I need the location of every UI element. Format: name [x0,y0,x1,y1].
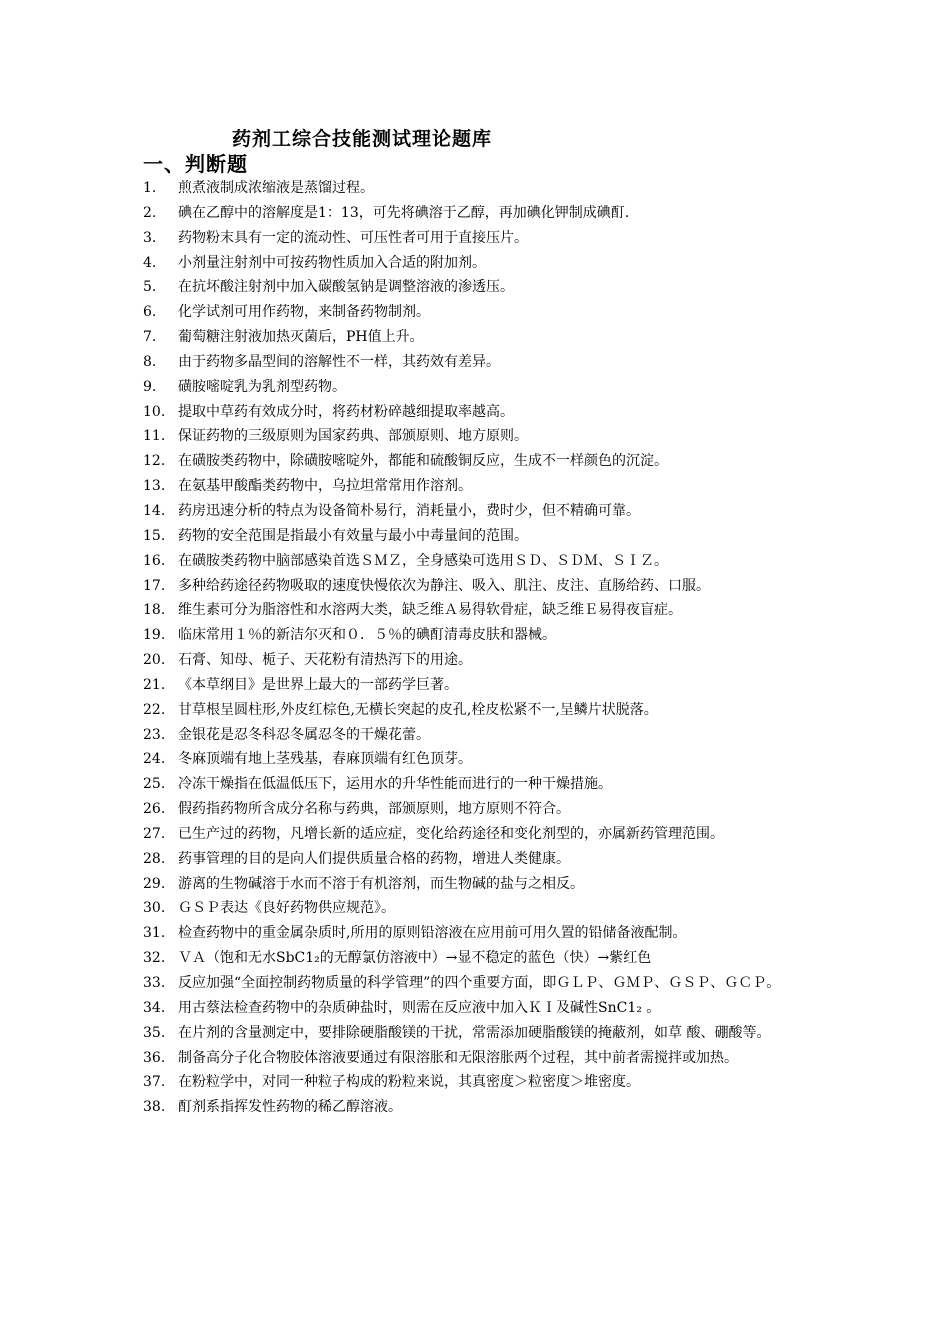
question-item [143,1046,823,1071]
question-text: 保证药物的三级原则为国家药典、部颁原则、地方原则。 [178,428,528,445]
question-number: 26. [143,801,166,818]
question-item [143,275,823,300]
question-item [143,499,823,524]
question-item [143,772,823,797]
question-list [143,176,823,1120]
question-text: 磺胺嘧啶乳为乳剂型药物。 [178,378,346,395]
question-item [143,574,823,599]
question-text: 在抗坏酸注射剂中加入碳酸氢钠是调整溶液的渗透压。 [178,279,514,296]
question-item [143,424,823,449]
question-number: 10. [143,403,166,420]
question-item [143,872,823,897]
question-number: 36. [143,1049,166,1066]
question-item [143,648,823,673]
question-number: 12. [143,453,166,470]
question-text: 药物粉末具有一定的流动性、可压性者可用于直接压片。 [178,229,528,246]
question-number: 14. [143,502,166,519]
question-item [143,822,823,847]
question-number: 24. [143,751,166,768]
question-number: 3. [143,229,157,246]
question-text: 反应加强“全面控制药物质量的科学管理”的四个重要方面，即ＧＬＰ、ＧＭＰ、ＧＳＰ、ＧＣＰ。 [178,975,781,991]
question-item [143,1021,823,1046]
question-text: 煎煮液制成浓缩液是蒸馏过程。 [178,180,374,196]
question-number: 27. [143,825,166,842]
question-item [143,698,823,723]
question-number: 22. [143,701,166,718]
question-item [143,996,823,1021]
question-text: 葡萄糖注射液加热灭菌后，PH值上升。 [178,329,424,346]
question-number: 13. [143,478,166,495]
question-text: 已生产过的药物，凡增长新的适应症，变化给药途径和变化剂型的，亦属新药管理范围。 [178,825,724,842]
question-text: 甘草根呈圆柱形,外皮红棕色,无横长突起的皮孔,栓皮松紧不一,呈鳞片状脱落。 [178,701,658,718]
question-number: 2. [143,204,157,221]
question-text: 石膏、知母、栀子、天花粉有清热泻下的用途。 [178,652,472,669]
question-item [143,673,823,698]
question-text: 多种给药途径药物吸取的速度快慢依次为静注、吸入、肌注、皮注、直肠给药、口服。 [178,577,710,594]
question-number: 32. [143,950,166,967]
question-text: 检查药物中的重金属杂质时,所用的原则铅溶液在应用前可用久置的铅储备液配制。 [178,925,687,942]
question-number: 28. [143,850,166,867]
question-text: 临床常用１％的新洁尔灭和０．５％的碘酊清毒皮肤和器械。 [178,627,556,644]
question-text: 用古蔡法检查药物中的杂质砷盐时，则需在反应液中加入ＫＩ及碱性SnC1₂ 。 [178,999,661,1016]
question-number: 4. [143,254,157,271]
question-text: 冷冻干燥指在低温低压下，运用水的升华性能而进行的一种干燥措施。 [178,776,612,793]
question-number: 38. [143,1099,166,1116]
question-item [143,623,823,648]
question-item [143,226,823,251]
question-number: 7. [143,329,157,346]
question-number: 21. [143,676,166,693]
question-number: 11. [143,428,166,445]
question-item [143,921,823,946]
question-item [143,176,823,201]
question-item [143,325,823,350]
question-item [143,474,823,499]
question-number: 29. [143,875,166,892]
question-text: 游离的生物碱溶于水而不溶于有机溶剂，而生物碱的盐与之相反。 [178,875,584,892]
question-text: 由于药物多晶型间的溶解性不一样，其药效有差异。 [178,353,500,370]
question-item [143,598,823,623]
question-item [143,1095,823,1120]
question-text: 在片剂的含量测定中，要排除硬脂酸镁的干扰，常需添加硬脂酸镁的掩蔽剂，如草 酸、硼酸等。 [178,1024,771,1041]
question-text: 药房迅速分析的特点为设备简朴易行，消耗量小，费时少，但不精确可靠。 [178,502,640,519]
question-text: 药事管理的目的是向人们提供质量合格的药物，增进人类健康。 [178,850,570,867]
question-number: 23. [143,726,166,743]
question-number: 31. [143,925,166,942]
document-title: 药剂工综合技能测试理论题库 [232,128,493,150]
question-item [143,896,823,921]
question-text: 化学试剂可用作药物，来制备药物制剂。 [178,304,430,321]
question-text: 维生素可分为脂溶性和水溶两大类，缺乏维Ａ易得软骨症，缺乏维Ｅ易得夜盲症。 [178,602,682,619]
question-text: 小剂量注射剂中可按药物性质加入合适的附加剂。 [178,254,486,271]
question-item [143,524,823,549]
question-text: 假药指药物所含成分名称与药典，部颁原则，地方原则不符合。 [178,801,570,818]
question-number: 6. [143,304,157,321]
question-number: 37. [143,1074,166,1091]
question-item [143,300,823,325]
question-number: 17. [143,577,166,594]
question-text: 提取中草药有效成分时，将药材粉碎越细提取率越高。 [178,403,514,420]
question-number: 1. [143,180,157,196]
question-number: 33. [143,975,166,991]
question-text: 碘在乙醇中的溶解度是1：13，可先将碘溶于乙醇，再加碘化钾制成碘酊. [178,204,630,221]
question-number: 19. [143,627,166,644]
question-number: 16. [143,552,166,569]
question-number: 30. [143,900,166,917]
question-number: 35. [143,1024,166,1041]
question-item [143,723,823,748]
question-text: 《本草纲目》是世界上最大的一部药学巨著。 [178,676,458,693]
question-text: 在磺胺类药物中脑部感染首选ＳＭＺ，全身感染可选用ＳＤ、ＳＤＭ、ＳＩＺ。 [178,552,668,569]
question-item [143,847,823,872]
question-text: 金银花是忍冬科忍冬属忍冬的干燥花蕾。 [178,726,430,743]
question-item [143,1070,823,1095]
question-text: ＶＡ（饱和无水SbC1₂的无醇氯仿溶液中）→显不稳定的蓝色（快）→紫红色 [178,950,652,967]
question-item [143,797,823,822]
question-text: 制备高分子化合物胶体溶液要通过有限溶胀和无限溶胀两个过程，其中前者需搅拌或加热。 [178,1049,738,1066]
question-number: 15. [143,527,166,544]
question-item [143,251,823,276]
question-number: 5. [143,279,157,296]
question-item [143,549,823,574]
question-number: 8. [143,353,157,370]
question-item [143,946,823,971]
question-text: 在磺胺类药物中，除磺胺嘧啶外，都能和硫酸铜反应，生成不一样颜色的沉淀。 [178,453,668,470]
question-text: 冬麻顶端有地上茎残基，春麻顶端有红色顶芽。 [178,751,472,768]
question-number: 18. [143,602,166,619]
question-number: 34. [143,999,166,1016]
question-item [143,350,823,375]
question-text: 在粉粒学中，对同一种粒子构成的粉粒来说，其真密度＞粒密度＞堆密度。 [178,1074,640,1091]
question-item [143,449,823,474]
question-number: 9. [143,378,157,395]
question-number: 20. [143,652,166,669]
question-text: ＧＳＰ表达《良好药物供应规范》。 [178,900,395,917]
question-item [143,400,823,425]
section-heading: 一、判断题 [143,152,248,176]
question-text: 在氨基甲酸酯类药物中，乌拉坦常常用作溶剂。 [178,478,472,495]
question-number: 25. [143,776,166,793]
question-item [143,971,823,996]
question-text: 药物的安全范围是指最小有效量与最小中毒量间的范围。 [178,527,528,544]
question-item [143,375,823,400]
question-text: 酊剂系指挥发性药物的稀乙醇溶液。 [178,1099,402,1116]
question-item [143,201,823,226]
question-item [143,747,823,772]
